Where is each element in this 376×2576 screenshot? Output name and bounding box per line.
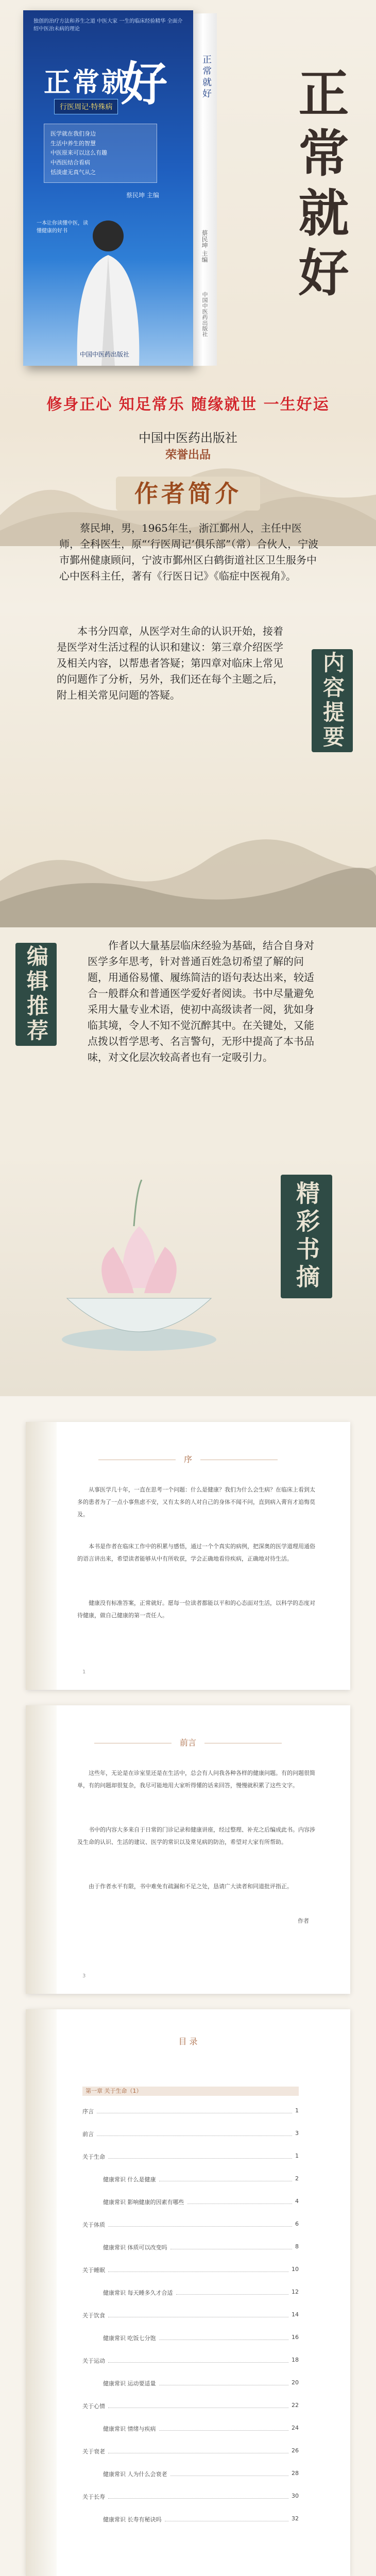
cover-point: 医学就在我们身边 (50, 130, 96, 137)
toc-row-label: 关于心情 (82, 2403, 105, 2410)
toc-row-label: 健康常识 长寿有秘诀吗 (103, 2516, 162, 2523)
toc-leader-dots (187, 2198, 293, 2204)
toc-row (103, 2289, 299, 2297)
toc-row-label: 健康常识 人为什么会衰老 (103, 2471, 167, 2478)
toc-row-page: 14 (292, 2311, 299, 2318)
toc-row (82, 2130, 299, 2138)
page-number: 3 (82, 1973, 86, 1979)
foreword-page (26, 1705, 350, 1994)
toc-leader-dots (108, 2493, 288, 2499)
toc-row-label: 健康常识 什么是健康 (103, 2176, 156, 2183)
cover-subtitle: 行医周记·特殊病 (54, 99, 118, 114)
big-title: 正常就好 (290, 67, 349, 306)
toc-row-label: 健康常识 体质可以改变吗 (103, 2244, 167, 2251)
toc-leader-dots (108, 2311, 288, 2317)
toc-row-label: 健康常识 运动要适量 (103, 2380, 156, 2387)
cover-point: 中西医结合看病 (50, 159, 90, 166)
toc-title: 目 录 (178, 2037, 198, 2046)
toc-row-label: 关于衰老 (82, 2448, 105, 2455)
toc-row (103, 2470, 299, 2478)
toc-row-page: 20 (292, 2379, 299, 2386)
toc-row-page: 12 (292, 2289, 299, 2295)
cover-title: 正常就 (44, 67, 131, 98)
toc-row-label: 关于睡眠 (82, 2267, 105, 2274)
intro-text: 本书分四章，从医学对生命的认识开始，接着是医学对生活过程的认识和建议：第三章介绍医学及相关内容，以帮患者答疑；第四章对临床上常见的问题作了分析，另外，我们还在每个主题之后，附上相关常见问题的答疑。 (57, 625, 283, 701)
toc-leader-dots (170, 2243, 293, 2249)
toc-row (82, 2107, 299, 2115)
toc-row (82, 2357, 299, 2365)
toc-row-page: 26 (292, 2447, 299, 2454)
toc-leader-dots (108, 2153, 292, 2159)
toc-row-label: 序言 (82, 2108, 94, 2115)
toc-row-page: 8 (295, 2243, 299, 2250)
toc-row-page: 28 (292, 2470, 299, 2477)
excerpt-label: 精彩书摘 (281, 1175, 332, 1298)
toc-row (103, 2425, 299, 2433)
toc-row (82, 2447, 299, 2455)
cover-recommend: 一本让你读懂中医，读懂健康的好书 (37, 221, 88, 234)
toc-leader-dots (159, 2425, 289, 2431)
cover-point: 生活中养生的智慧 (50, 140, 96, 147)
toc-row-page: 3 (295, 2130, 299, 2137)
toc-chapter: 第一章 关于生命（1） (82, 2087, 299, 2096)
toc-row-page: 22 (292, 2402, 299, 2409)
toc-row (82, 2221, 299, 2229)
cover-author: 蔡民坤 主编 (126, 192, 159, 199)
cover-title-big: 好 (121, 57, 167, 111)
toc-row (103, 2515, 299, 2523)
ink-wash-mountains (0, 804, 376, 927)
toc-leader-dots (108, 2266, 288, 2272)
toc-row-page: 30 (292, 2493, 299, 2499)
editor-label: 编辑推荐 (15, 943, 57, 1046)
foreword-para: 由于作者水平有限，书中难免有疏漏和不足之处，恳请广大读者和同道批评指正。 (89, 1883, 293, 1890)
excerpt-section (0, 1149, 376, 1396)
toc-row-label: 关于生命 (82, 2154, 105, 2160)
toc-leader-dots (176, 2289, 289, 2295)
toc-row-label: 健康常识 吃饭七分饱 (103, 2335, 156, 2342)
toc-row-label: 关于体质 (82, 2222, 105, 2228)
preface-para: 从事医学几十年，一直在思考一个问题：什么是健康？我们为什么会生病？在临床上看到太多的患者为了一点小事焦虑不安，又有太多的人对自己的身体不闻不问，直到病入膏肓才追悔莫及。 (77, 1486, 315, 1518)
toc-leader-dots (170, 2470, 289, 2476)
toc-row-page: 6 (295, 2221, 299, 2227)
toc-row (103, 2379, 299, 2387)
toc-row (103, 2243, 299, 2251)
editor-section (0, 927, 376, 1149)
toc-row-label: 健康常识 影响健康的因素有哪些 (103, 2199, 184, 2206)
toc-row-page: 16 (292, 2334, 299, 2341)
cover-points (44, 124, 157, 183)
lotus-bowl-icon (31, 1170, 247, 1386)
toc-leader-dots (108, 2402, 288, 2408)
toc-row-page: 4 (295, 2198, 299, 2205)
toc-leader-dots (97, 2107, 292, 2113)
publisher-sub: 荣誉出品 (165, 448, 211, 462)
toc-leader-dots (159, 2175, 293, 2181)
toc-row-page: 10 (292, 2266, 299, 2273)
slogan: 修身正心 知足常乐 随缘就世 一生好运 (46, 396, 330, 414)
toc-row (103, 2334, 299, 2342)
toc-leader-dots (159, 2379, 289, 2385)
toc-row-label: 关于长寿 (82, 2494, 105, 2500)
author-text: 蔡民坤，男，1965年生，浙江鄞州人，主任中医师，全科医生，原“‘行医周记’俱乐部”（常）合伙人，宁波市鄞州健康顾问，宁波市鄞州区白鹤街道社区卫生服务中心中医科主任，著有《行医日记》《临症中医视角》。 (59, 522, 319, 582)
toc-row-page: 24 (292, 2425, 299, 2431)
toc-leader-dots (159, 2334, 289, 2340)
toc-row-page: 1 (295, 2153, 299, 2159)
toc-row (82, 2153, 299, 2161)
page-gutter (26, 1705, 57, 1994)
author-heading: 作者简介 (116, 477, 260, 511)
page-gutter (26, 2009, 57, 2576)
toc-row (82, 2266, 299, 2274)
book-spine (193, 13, 217, 366)
toc-leader-dots (108, 2221, 292, 2227)
toc-row-page: 18 (292, 2357, 299, 2363)
cover-publisher: 中国中医药出版社 (80, 351, 130, 358)
intro-label: 内容提要 (312, 649, 353, 752)
toc-leader-dots (108, 2357, 288, 2363)
toc-row (82, 2493, 299, 2501)
preface-para: 本书是作者在临床工作中的积累与感悟，通过一个个真实的病例，把深奥的医学道理用通俗的语言讲出来，希望读者能够从中有所收获，学会正确地看待疾病，正确地对待生活。 (77, 1543, 315, 1563)
preface-para: 健康没有标准答案，正常就好。愿每一位读者都能以平和的心态面对生活，以科学的态度对待健康，做自己健康的第一责任人。 (77, 1600, 315, 1619)
page-number: 1 (82, 1669, 86, 1675)
cover-point: 中医原来可以这么有趣 (50, 149, 107, 157)
toc-row-page: 2 (295, 2175, 299, 2182)
toc-leader-dots (108, 2447, 288, 2453)
spine-publisher: 中国中医药出版社 (201, 291, 208, 337)
cover-blurb: 独创的治疗方法和养生之道 中医大家 一生的临床经验精华 全面介绍中医治未病的理论 (33, 19, 183, 32)
toc-row-page: 1 (295, 2107, 299, 2114)
book-cover-3d[interactable] (23, 10, 214, 371)
preface-page (26, 1422, 350, 1690)
toc-row-label: 关于饮食 (82, 2312, 105, 2319)
cover-point: 恬淡虚无真气从之 (50, 168, 96, 176)
toc-row-label: 前言 (82, 2131, 94, 2138)
spine-author: 蔡民坤 主编 (201, 229, 208, 263)
toc-leader-dots (165, 2515, 289, 2521)
foreword-heading: 前言 (26, 1736, 350, 1748)
toc-row-page: 32 (292, 2515, 299, 2522)
hero-section (0, 0, 376, 608)
toc-page-1 (26, 2009, 350, 2576)
toc-row (103, 2198, 299, 2206)
toc-leader-dots (97, 2130, 292, 2136)
intro-section (0, 608, 376, 927)
foreword-para: 书中的内容大多来自于日常的门诊记录和健康讲座，经过整理、补充之后编成此书。内容涉及生命的认识、生活的建议、医学的常识以及常见病的防治，希望对大家有所帮助。 (77, 1826, 315, 1846)
foreword-signature: 作者 (298, 1918, 309, 1924)
toc-row-label: 健康常识 每天睡多久才合适 (103, 2290, 173, 2296)
foreword-para: 这些年，无论是在诊室里还是在生活中，总会有人问我各种各样的健康问题。有的问题很简单，有的问题却很复杂，我尽可能地用大家听得懂的话来回答，慢慢就积累了这些文字。 (77, 1770, 315, 1789)
big-title-wrap (268, 67, 371, 306)
toc-row-label: 关于运动 (82, 2358, 105, 2364)
toc-row (103, 2175, 299, 2183)
toc-row (82, 2311, 299, 2319)
preface-heading: 序 (26, 1453, 350, 1465)
toc-row (82, 2402, 299, 2410)
publisher-name: 中国中医药出版社 (139, 431, 237, 445)
editor-text: 作者以大量基层临床经验为基础，结合自身对医学多年思考，针对普通百姓急切希望了解的问题，用通俗易懂、履练简洁的语句表达出来，较适合一般群众和普通医学爱好者阅读。书中尽量避免采用大量专业术语，使初中高级读者一阅，犹如身临其境，令人不知不觉沉醉其中。在关键处，又能点拨以哲学思考、名言警句，无形中提高了本书品味，对文化层次较高者也有一定吸引力。 (88, 939, 314, 1063)
toc-row-label: 健康常识 情绪与疾病 (103, 2426, 156, 2432)
spine-title: 正常就好 (201, 54, 212, 100)
book-front-cover (23, 10, 193, 366)
